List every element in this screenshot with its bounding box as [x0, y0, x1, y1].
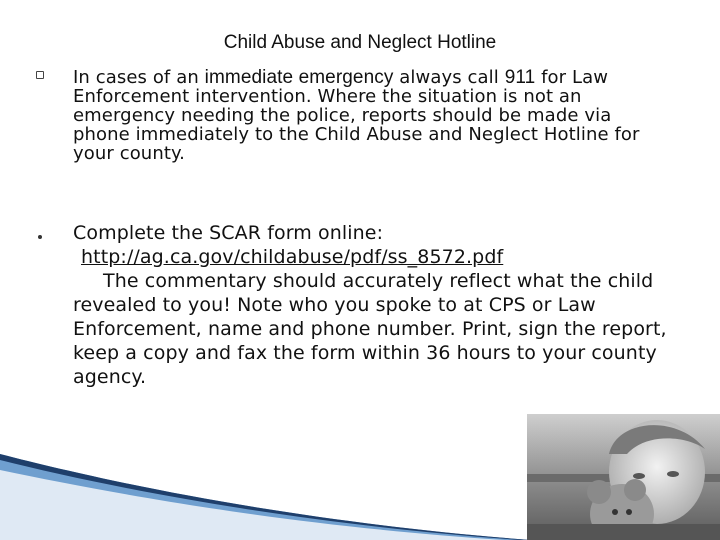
dot-bullet-icon: [38, 235, 42, 239]
bullet-emergency-text-1: In cases of an: [73, 67, 205, 88]
emergency-number: 911: [504, 67, 536, 88]
child-photo: [527, 414, 720, 540]
bullet-emergency: [73, 68, 673, 163]
slide-title: Child Abuse and Neglect Hotline: [223, 32, 497, 53]
scar-body: The commentary should accurately reflect what the child revealed to you! Note who you spoke to at CPS or Law Enforcement, name and phone number. Print, sign the report, keep a copy and fax the form within 36 hours to your county agency.: [73, 270, 667, 388]
scar-intro: Complete the SCAR form online:: [73, 222, 384, 244]
bullet-scar-form: [73, 221, 673, 389]
bullet-emergency-text-2: always call: [393, 67, 505, 88]
decorative-swoosh: [0, 440, 530, 540]
square-bullet-icon: [36, 71, 44, 79]
emphasis-immediate-emergency: immediate emergency: [204, 67, 394, 88]
bullet-emergency-text-3: for Law Enforcement intervention. Where the situation is not an emergency needing the police, reports should be made via phone immediately to the Child Abuse and Neglect Hotline for your county.: [73, 67, 640, 164]
scar-form-link[interactable]: http://ag.ca.gov/childabuse/pdf/ss_8572.pdf: [81, 246, 504, 268]
